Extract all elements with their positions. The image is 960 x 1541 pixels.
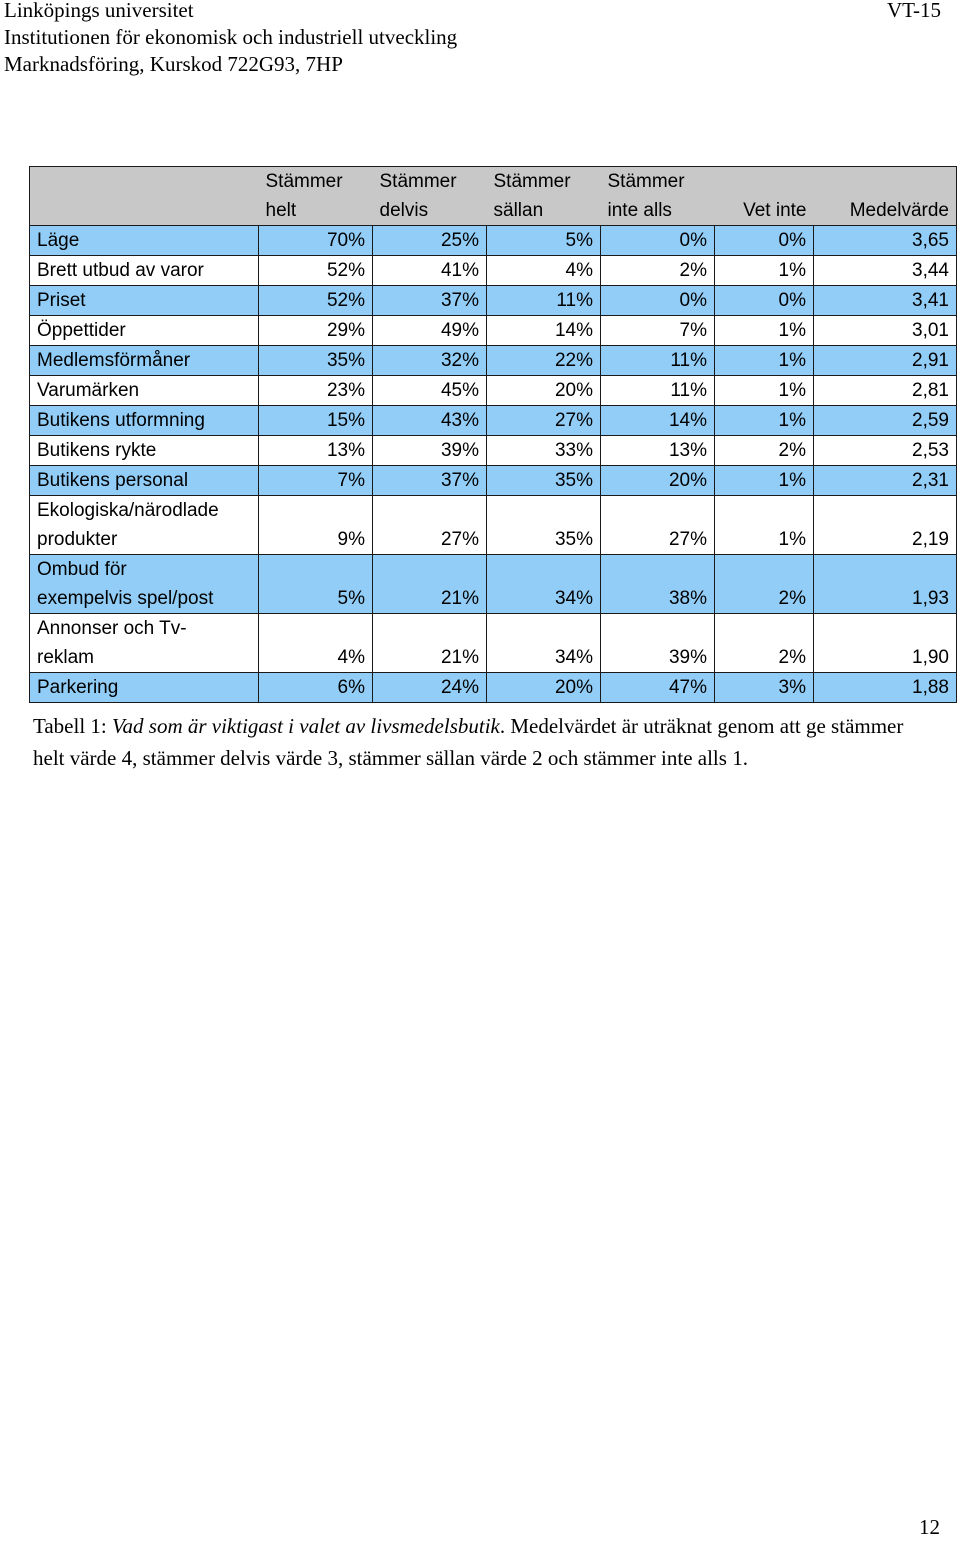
table-cell: 3,01 [814, 316, 957, 346]
table-cell: 39% [601, 614, 715, 673]
table-row [30, 286, 957, 316]
row-label [30, 555, 259, 614]
table-cell: 2,59 [814, 406, 957, 436]
column-header [487, 167, 601, 226]
table-cell: 2,81 [814, 376, 957, 406]
table-cell: 1% [715, 346, 814, 376]
table-cell: 47% [601, 673, 715, 703]
column-header [814, 167, 957, 226]
table-cell: 52% [259, 286, 373, 316]
table-cell: 2,31 [814, 466, 957, 496]
row-label: Brett utbud av varor [30, 256, 259, 286]
table-cell: 0% [715, 286, 814, 316]
table-body [30, 226, 957, 703]
table-cell: 5% [487, 226, 601, 256]
row-label: Medlemsförmåner [30, 346, 259, 376]
table-cell: 37% [373, 286, 487, 316]
row-label: Butikens utformning [30, 406, 259, 436]
column-header [601, 167, 715, 226]
table-cell: 2,19 [814, 496, 957, 555]
table-cell: 33% [487, 436, 601, 466]
table-cell: 29% [259, 316, 373, 346]
table-cell: 0% [601, 226, 715, 256]
table-cell: 0% [715, 226, 814, 256]
table-row [30, 496, 957, 555]
table-cell: 25% [373, 226, 487, 256]
survey-table [29, 166, 957, 703]
table-cell: 11% [487, 286, 601, 316]
table-row [30, 376, 957, 406]
table-row [30, 466, 957, 496]
table-cell: 5% [259, 555, 373, 614]
table-caption [33, 710, 933, 774]
table-cell: 1% [715, 376, 814, 406]
table-row [30, 406, 957, 436]
column-header-line1: Stämmer [265, 171, 343, 192]
table-cell: 2,53 [814, 436, 957, 466]
table-cell: 2,91 [814, 346, 957, 376]
table-cell: 32% [373, 346, 487, 376]
row-label-line2: reklam [37, 647, 95, 668]
row-label: Varumärken [30, 376, 259, 406]
table-cell: 20% [487, 376, 601, 406]
table-cell: 14% [601, 406, 715, 436]
table-cell: 7% [601, 316, 715, 346]
column-header-line1: Stämmer [607, 171, 685, 192]
table-cell: 35% [487, 496, 601, 555]
column-header-line2: sällan [493, 200, 544, 221]
table-cell: 9% [259, 496, 373, 555]
row-label: Butikens personal [30, 466, 259, 496]
table-cell: 34% [487, 555, 601, 614]
table-cell: 2% [715, 614, 814, 673]
table-cell: 22% [487, 346, 601, 376]
table-cell: 1,93 [814, 555, 957, 614]
column-header-line2: helt [265, 200, 297, 221]
table-cell: 11% [601, 376, 715, 406]
column-header-line2: delvis [379, 200, 429, 221]
table-cell: 27% [487, 406, 601, 436]
table-row [30, 436, 957, 466]
institution-name: Institutionen för ekonomisk och industriell utveckling [4, 25, 458, 49]
table-header-row [30, 167, 957, 226]
table-cell: 23% [259, 376, 373, 406]
row-label-line1: Ekologiska/närodlade [37, 500, 219, 521]
table-cell: 7% [259, 466, 373, 496]
table-cell: 43% [373, 406, 487, 436]
table-cell: 1% [715, 466, 814, 496]
table-cell: 35% [259, 346, 373, 376]
table-row [30, 614, 957, 673]
column-header [715, 167, 814, 226]
table-cell: 13% [601, 436, 715, 466]
table-cell: 3,65 [814, 226, 957, 256]
table-cell: 2% [715, 436, 814, 466]
table-cell: 1% [715, 496, 814, 555]
table-cell: 70% [259, 226, 373, 256]
column-header [259, 167, 373, 226]
page-number: 12 [919, 1515, 940, 1539]
table-cell: 49% [373, 316, 487, 346]
table-cell: 24% [373, 673, 487, 703]
caption-text: . Medelvärdet är uträknat genom att ge stämmer helt värde 4, stämmer delvis värde 3, stämmer sällan värde 2 och stämmer inte alls 1. [33, 714, 904, 770]
term-label: VT-15 [886, 0, 941, 22]
table-row [30, 673, 957, 703]
row-label-line1: Annonser och Tv- [37, 618, 187, 639]
table-cell: 2% [601, 256, 715, 286]
table-cell: 38% [601, 555, 715, 614]
table-cell: 21% [373, 555, 487, 614]
table-cell: 13% [259, 436, 373, 466]
table-cell: 6% [259, 673, 373, 703]
table-cell: 1% [715, 406, 814, 436]
table-cell: 21% [373, 614, 487, 673]
table-cell: 3% [715, 673, 814, 703]
row-label: Parkering [30, 673, 259, 703]
table-row [30, 346, 957, 376]
table-cell: 27% [373, 496, 487, 555]
column-header [373, 167, 487, 226]
table-cell: 41% [373, 256, 487, 286]
table-cell: 3,41 [814, 286, 957, 316]
table-cell: 45% [373, 376, 487, 406]
table-cell: 11% [601, 346, 715, 376]
table-cell: 27% [601, 496, 715, 555]
course-name: Marknadsföring, Kurskod 722G93, 7HP [4, 52, 343, 76]
university-name: Linköpings universitet [4, 0, 194, 22]
table-row [30, 256, 957, 286]
row-label: Öppettider [30, 316, 259, 346]
column-header-line2: inte alls [607, 200, 672, 221]
table-cell: 4% [487, 256, 601, 286]
caption-prefix: Tabell 1: [33, 714, 113, 738]
caption-title: Vad som är viktigast i valet av livsmedelsbutik [112, 714, 500, 738]
row-label: Läge [30, 226, 259, 256]
table-cell: 35% [487, 466, 601, 496]
row-label [30, 614, 259, 673]
row-label-line2: exempelvis spel/post [37, 588, 214, 609]
row-label-line2: produkter [37, 529, 118, 550]
table-row [30, 226, 957, 256]
table-cell: 39% [373, 436, 487, 466]
table-cell: 2% [715, 555, 814, 614]
table-cell: 14% [487, 316, 601, 346]
row-label: Butikens rykte [30, 436, 259, 466]
table-cell: 20% [487, 673, 601, 703]
table-cell: 0% [601, 286, 715, 316]
table-cell: 1% [715, 256, 814, 286]
column-header-line1: Stämmer [379, 171, 457, 192]
column-header-line2: Medelvärde [849, 200, 949, 221]
header-empty-cell [30, 167, 259, 226]
table-cell: 1,90 [814, 614, 957, 673]
table-cell: 1% [715, 316, 814, 346]
table-cell: 4% [259, 614, 373, 673]
table-cell: 1,88 [814, 673, 957, 703]
row-label: Priset [30, 286, 259, 316]
table-cell: 37% [373, 466, 487, 496]
table-row [30, 555, 957, 614]
row-label-line1: Ombud för [37, 559, 127, 580]
column-header-line2: Vet inte [743, 200, 807, 221]
table-cell: 3,44 [814, 256, 957, 286]
column-header-line1: Stämmer [493, 171, 571, 192]
row-label [30, 496, 259, 555]
table-cell: 15% [259, 406, 373, 436]
table-cell: 20% [601, 466, 715, 496]
table-cell: 52% [259, 256, 373, 286]
table-cell: 34% [487, 614, 601, 673]
table-row [30, 316, 957, 346]
